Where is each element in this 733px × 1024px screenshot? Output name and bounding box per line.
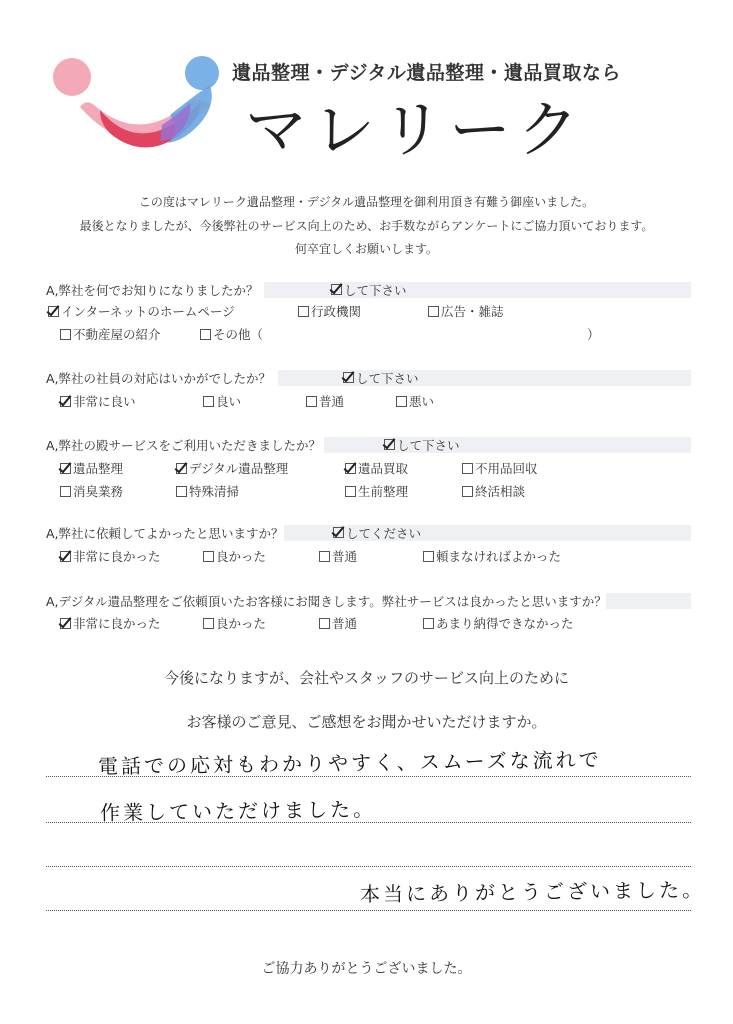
checkbox-checked-icon[interactable]: [345, 463, 356, 474]
checkbox-checked-icon[interactable]: [176, 463, 187, 474]
question-instruction: して下さい: [331, 281, 407, 299]
option-special-cleaning[interactable]: [176, 482, 239, 500]
comment-line[interactable]: [46, 776, 691, 777]
option-label: 普通: [332, 616, 358, 631]
checkbox-checked-icon[interactable]: [60, 551, 71, 562]
handwritten-comment-3: 本当にありがとうございました。: [359, 877, 706, 907]
option-label: 遺品整理: [73, 461, 124, 476]
option-label: 非常に良かった: [73, 616, 161, 631]
option-label: インターネットのホームページ: [61, 304, 235, 319]
option-government[interactable]: [298, 302, 361, 320]
question-text: A,デジタル遺品整理をご依頼頂いたお客様にお聞きします。弊社サービスは良かったと思いますか？: [46, 594, 607, 609]
option-label: 生前整理: [358, 484, 409, 499]
intro-line-1: この度はマレリーク遺品整理・デジタル遺品整理を御利用頂き有難う御座いました。: [138, 195, 595, 209]
handwritten-comment-1: 電話での応対もわかりやすく、スムーズな流れで: [97, 747, 602, 779]
option-very-good[interactable]: [60, 392, 136, 410]
option-label: 良かった: [216, 549, 267, 564]
option-label: 良かった: [216, 616, 267, 631]
question-instruction: して下さい: [384, 436, 460, 454]
option-label: あまり納得できなかった: [436, 616, 574, 631]
option-label: その他（: [213, 327, 264, 342]
option-good[interactable]: [203, 392, 241, 410]
option-label: 不用品回収: [475, 461, 538, 476]
option-other[interactable]: [200, 325, 263, 343]
option-neutral-digital[interactable]: [319, 614, 357, 632]
question-text: A,弊社に依頼してよかったと思いますか？: [46, 526, 284, 541]
option-bad[interactable]: [396, 392, 434, 410]
option-label: 行政機関: [311, 304, 362, 319]
option-label: 良い: [216, 394, 242, 409]
checkbox-checked-icon[interactable]: [60, 618, 71, 629]
option-label: 広告・雑誌: [441, 304, 504, 319]
checkbox-icon[interactable]: [306, 396, 317, 407]
question-tint: [264, 282, 691, 298]
option-very-satisfied[interactable]: [60, 547, 161, 565]
option-label: 悪い: [409, 394, 435, 409]
checkbox-icon[interactable]: [423, 618, 434, 629]
brand-name: マレリーク: [245, 93, 586, 166]
option-estate-clearing[interactable]: [60, 459, 123, 477]
checkbox-checked-icon[interactable]: [60, 463, 71, 474]
checkbox-icon: [384, 439, 395, 450]
question-text: A,弊社の社員の対応はいかがでしたか？: [46, 371, 272, 386]
checkbox-icon[interactable]: [462, 486, 473, 497]
checkbox-icon[interactable]: [203, 396, 214, 407]
option-normal[interactable]: [306, 392, 344, 410]
checkbox-icon[interactable]: [176, 486, 187, 497]
question-text: A,弊社の殿サービスをご利用いただきましたか？: [46, 438, 322, 453]
option-pre-death-sorting[interactable]: [345, 482, 408, 500]
checkbox-icon: [343, 372, 354, 383]
option-end-of-life-consult[interactable]: [462, 482, 525, 500]
brand-tagline: 遺品整理・デジタル遺品整理・遺品買取なら: [232, 62, 621, 84]
checkbox-icon: [333, 527, 344, 538]
question-instruction: して下さい: [343, 369, 419, 387]
checkbox-icon[interactable]: [462, 463, 473, 474]
checkbox-icon[interactable]: [200, 329, 211, 340]
checkbox-icon: [331, 284, 342, 295]
question-4: [46, 524, 691, 542]
checkbox-icon[interactable]: [60, 486, 71, 497]
checkbox-icon[interactable]: [203, 618, 214, 629]
option-neutral[interactable]: [319, 547, 357, 565]
option-label: デジタル遺品整理: [189, 461, 289, 476]
comment-prompt-line-2: お客様のご意見、ご感想をお聞かせいただけますか。: [186, 713, 547, 731]
option-label: 非常に良かった: [73, 549, 161, 564]
question-text: A,弊社を何でお知りになりましたか？: [46, 283, 259, 298]
option-label: 頼まなければよかった: [436, 549, 562, 564]
option-very-satisfied-digital[interactable]: [60, 614, 161, 632]
question-tint: [324, 437, 691, 453]
question-2: [46, 369, 691, 387]
question-tint: [278, 370, 691, 386]
option-label: 普通: [332, 549, 358, 564]
question-5: [46, 592, 691, 610]
checkbox-icon[interactable]: [345, 486, 356, 497]
option-realtor[interactable]: [60, 325, 161, 343]
option-deodorizing[interactable]: [60, 482, 123, 500]
checkbox-icon[interactable]: [319, 618, 330, 629]
comment-line[interactable]: [46, 866, 691, 867]
option-label: 普通: [319, 394, 345, 409]
option-label: 遺品買取: [358, 461, 409, 476]
option-satisfied-digital[interactable]: [203, 614, 266, 632]
option-satisfied[interactable]: [203, 547, 266, 565]
option-other-close: ）: [587, 327, 600, 342]
question-1: [46, 281, 691, 299]
option-advertising[interactable]: [428, 302, 504, 320]
option-label: 終活相談: [475, 484, 526, 499]
option-label: 特殊清掃: [189, 484, 240, 499]
checkbox-icon[interactable]: [396, 396, 407, 407]
option-regret[interactable]: [423, 547, 561, 565]
checkbox-icon[interactable]: [298, 306, 309, 317]
option-label: 消臭業務: [73, 484, 124, 499]
checkbox-icon[interactable]: [203, 551, 214, 562]
intro-line-2: 最後となりましたが、今後弊社のサービス向上のため、お手数ながらアンケートにご協力頂いております。: [79, 219, 654, 233]
checkbox-icon[interactable]: [60, 329, 71, 340]
checkbox-icon[interactable]: [428, 306, 439, 317]
checkbox-checked-icon[interactable]: [60, 396, 71, 407]
intro-line-3: 何卒宜しくお願いします。: [294, 242, 439, 256]
question-3: [46, 436, 691, 454]
checkbox-icon[interactable]: [319, 551, 330, 562]
option-label: 不動産屋の紹介: [73, 327, 161, 342]
checkbox-icon[interactable]: [423, 551, 434, 562]
handwritten-comment-2: 作業していただけました。: [99, 797, 377, 825]
comment-prompt-line-1: 今後になりますが、会社やスタッフのサービス向上のために: [163, 669, 569, 687]
question-instruction: してください: [333, 524, 421, 542]
option-unsatisfied-digital[interactable]: [423, 614, 574, 632]
option-label: 非常に良い: [73, 394, 136, 409]
question-tint: [606, 593, 691, 609]
option-homepage[interactable]: [48, 302, 235, 320]
comment-line[interactable]: [46, 822, 691, 823]
option-digital-estate[interactable]: [176, 459, 288, 477]
comment-line[interactable]: [46, 910, 691, 911]
checkbox-checked-icon[interactable]: [48, 306, 59, 317]
footer-thanks: ご協力ありがとうございました。: [261, 961, 472, 977]
option-estate-purchase[interactable]: [345, 459, 408, 477]
brand-logo: [50, 55, 230, 155]
option-junk-collection[interactable]: [462, 459, 538, 477]
